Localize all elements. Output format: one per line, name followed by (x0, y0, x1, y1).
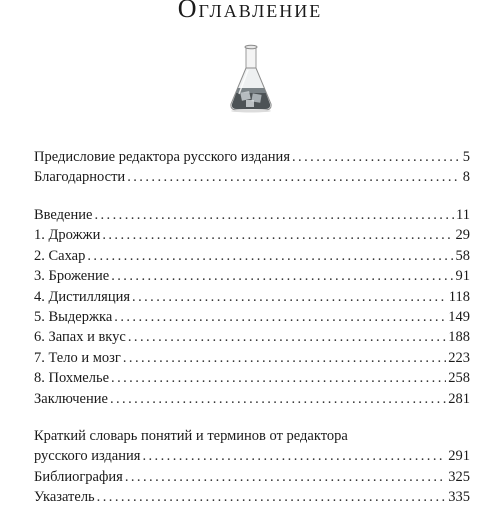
toc-entry[interactable] (34, 446, 470, 466)
dot-leader (127, 167, 461, 187)
toc-entry-label: Благодарности (34, 169, 126, 186)
toc-entry-label: 1. Дрожжи (34, 227, 101, 244)
toc-entry-page: 325 (448, 468, 470, 485)
toc-entry[interactable] (34, 327, 470, 347)
toc-entry-page: 223 (448, 349, 470, 366)
dot-leader (114, 307, 446, 327)
toc-entry-label: русского издания (34, 448, 141, 465)
toc-entry-label-line1[interactable]: Краткий словарь понятий и терминов от редактора (34, 428, 348, 444)
toc-entry[interactable] (34, 389, 470, 409)
dot-leader (94, 205, 454, 225)
toc-entry-page: 11 (456, 207, 470, 223)
toc-entry[interactable] (34, 225, 470, 245)
toc-entry-page: 118 (448, 288, 470, 305)
toc-entry-page: 8 (462, 169, 470, 186)
toc-entry-page: 291 (448, 448, 470, 465)
toc-entry[interactable] (34, 307, 470, 327)
toc-entry[interactable] (34, 246, 470, 266)
toc-entry-label: 6. Запах и вкус (34, 329, 126, 346)
dot-leader (102, 225, 453, 245)
toc-entry-label: Введение (34, 207, 93, 223)
toc-entry-page: 258 (448, 370, 470, 387)
toc-entry-label: 7. Тело и мозг (34, 349, 121, 366)
toc-entry-page: 29 (455, 227, 470, 244)
toc-entry[interactable] (34, 167, 470, 187)
toc-entry[interactable] (34, 467, 470, 487)
toc-entry-page: 58 (455, 247, 470, 264)
toc-entry-label: 5. Выдержка (34, 308, 113, 325)
dot-leader (111, 368, 446, 388)
toc-entry-label: 3. Брожение (34, 268, 110, 285)
toc-entry-label: Библиография (34, 468, 123, 485)
toc-group-back-matter (34, 426, 470, 508)
dot-leader (125, 467, 446, 487)
page-title: Оглавление (177, 0, 323, 23)
flask-icon (225, 44, 277, 114)
toc-entry-label: Заключение (34, 390, 108, 407)
toc-entry[interactable] (34, 147, 470, 167)
toc-entry-label: 2. Сахар (34, 247, 86, 264)
dot-leader (292, 147, 461, 167)
toc-entry-page: 335 (448, 489, 470, 506)
toc-entry[interactable] (34, 266, 470, 286)
dot-leader (111, 266, 453, 286)
toc-entry[interactable] (34, 205, 470, 225)
toc-entry[interactable] (34, 287, 470, 307)
dot-leader (142, 446, 446, 466)
toc-entry[interactable] (34, 487, 470, 507)
dot-leader (132, 287, 447, 307)
toc-entry-page: 149 (448, 308, 470, 325)
toc-group-chapters (34, 205, 470, 409)
toc-entry-label: Указатель (34, 489, 95, 506)
toc-entry-label: Предисловие редактора русского издания (34, 149, 290, 165)
toc-entry-label: 4. Дистилляция (34, 288, 131, 305)
dot-leader (128, 327, 446, 347)
toc-entry[interactable] (34, 348, 470, 368)
toc-entry-page: 91 (455, 268, 470, 285)
dot-leader (123, 348, 446, 368)
dot-leader (110, 389, 446, 409)
toc-entry-label: 8. Похмелье (34, 370, 110, 387)
toc-entry-page: 5 (462, 149, 470, 165)
toc-group-front-matter (34, 147, 470, 188)
toc-entry[interactable] (34, 368, 470, 388)
dot-leader (97, 487, 447, 507)
toc-entry-page: 188 (448, 329, 470, 346)
dot-leader (87, 246, 453, 266)
toc-entry-page: 281 (448, 390, 470, 407)
